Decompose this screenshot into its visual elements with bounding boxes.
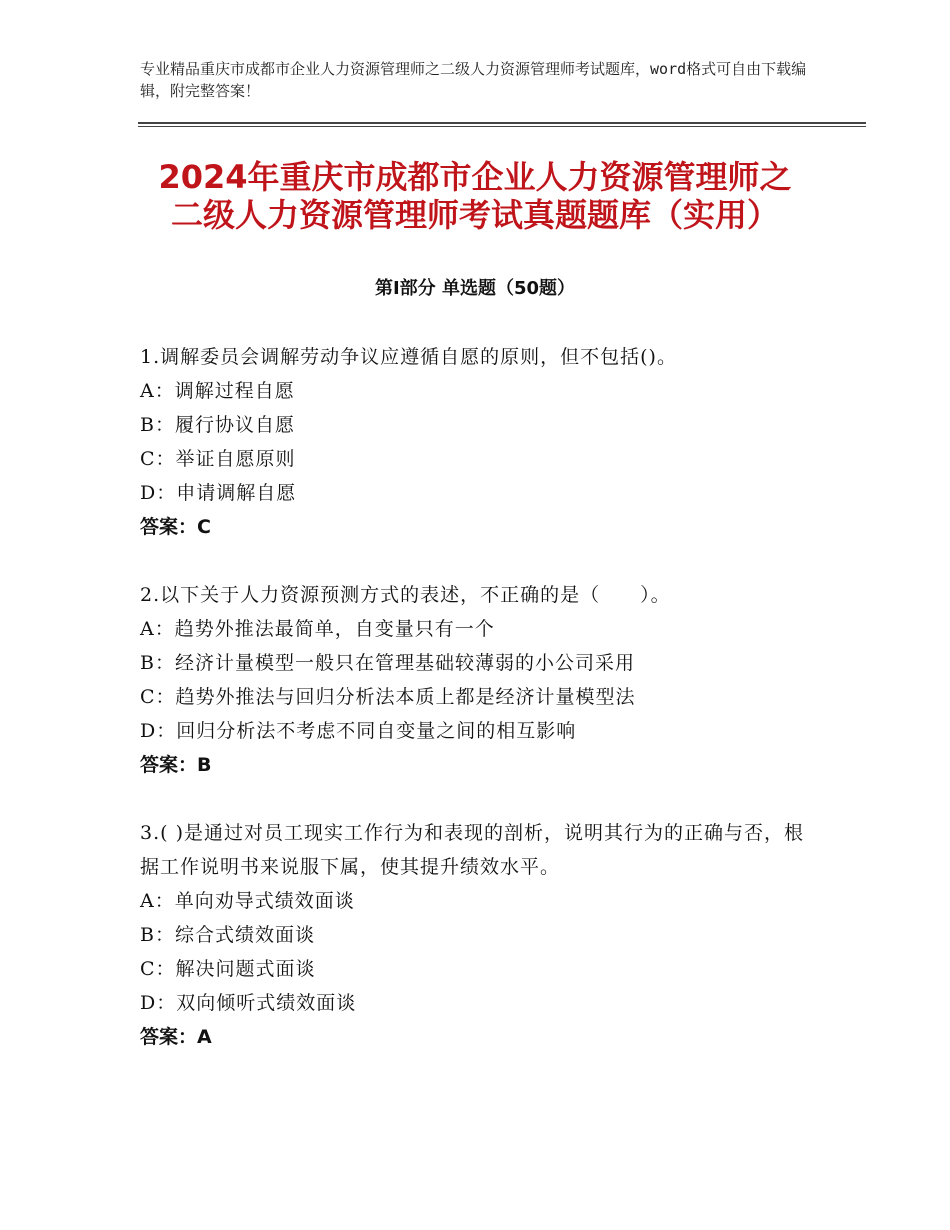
question-1 xyxy=(140,340,820,544)
option-b: B：综合式绩效面谈 xyxy=(140,924,315,946)
header-divider xyxy=(138,122,866,127)
question-list xyxy=(140,340,820,1088)
header-divider-thin xyxy=(138,126,866,127)
option-a: A：调解过程自愿 xyxy=(140,380,295,402)
header-divider-thick xyxy=(138,122,866,124)
option-b: B：经济计量模型一般只在管理基础较薄弱的小公司采用 xyxy=(140,652,635,674)
question-3 xyxy=(140,816,820,1054)
question-stem: 2.以下关于人力资源预测方式的表述，不正确的是（ ）。 xyxy=(140,584,671,606)
option-d: D：双向倾听式绩效面谈 xyxy=(140,992,357,1014)
document-title-line-2: 二级人力资源管理师考试真题题库（实用） xyxy=(170,196,779,234)
answer-key: 答案：C xyxy=(140,516,211,538)
option-a: A：单向劝导式绩效面谈 xyxy=(140,890,355,912)
answer-key: 答案：A xyxy=(140,1026,212,1048)
option-d: D：回归分析法不考虑不同自变量之间的相互影响 xyxy=(140,720,577,742)
option-b: B：履行协议自愿 xyxy=(140,414,295,436)
option-c: C：趋势外推法与回归分析法本质上都是经济计量模型法 xyxy=(140,686,636,708)
document-title xyxy=(120,158,830,234)
option-d: D：申请调解自愿 xyxy=(140,482,297,504)
option-a: A：趋势外推法最简单，自变量只有一个 xyxy=(140,618,495,640)
question-stem: 3.( )是通过对员工现实工作行为和表现的剖析，说明其行为的正确与否，根据工作说明书来说服下属，使其提升绩效水平。 xyxy=(140,822,804,878)
question-2 xyxy=(140,578,820,782)
option-c: C：举证自愿原则 xyxy=(140,448,296,470)
answer-key: 答案：B xyxy=(140,754,212,776)
question-stem: 1.调解委员会调解劳动争议应遵循自愿的原则，但不包括()。 xyxy=(140,346,677,368)
section-heading: 第Ⅰ部分 单选题（50题） xyxy=(374,278,575,299)
option-c: C：解决问题式面谈 xyxy=(140,958,316,980)
header-note: 专业精品重庆市成都市企业人力资源管理师之二级人力资源管理师考试题库，word格式可自由下载编辑，附完整答案！ xyxy=(140,60,807,100)
document-title-line-1: 2024年重庆市成都市企业人力资源管理师之 xyxy=(158,158,792,196)
